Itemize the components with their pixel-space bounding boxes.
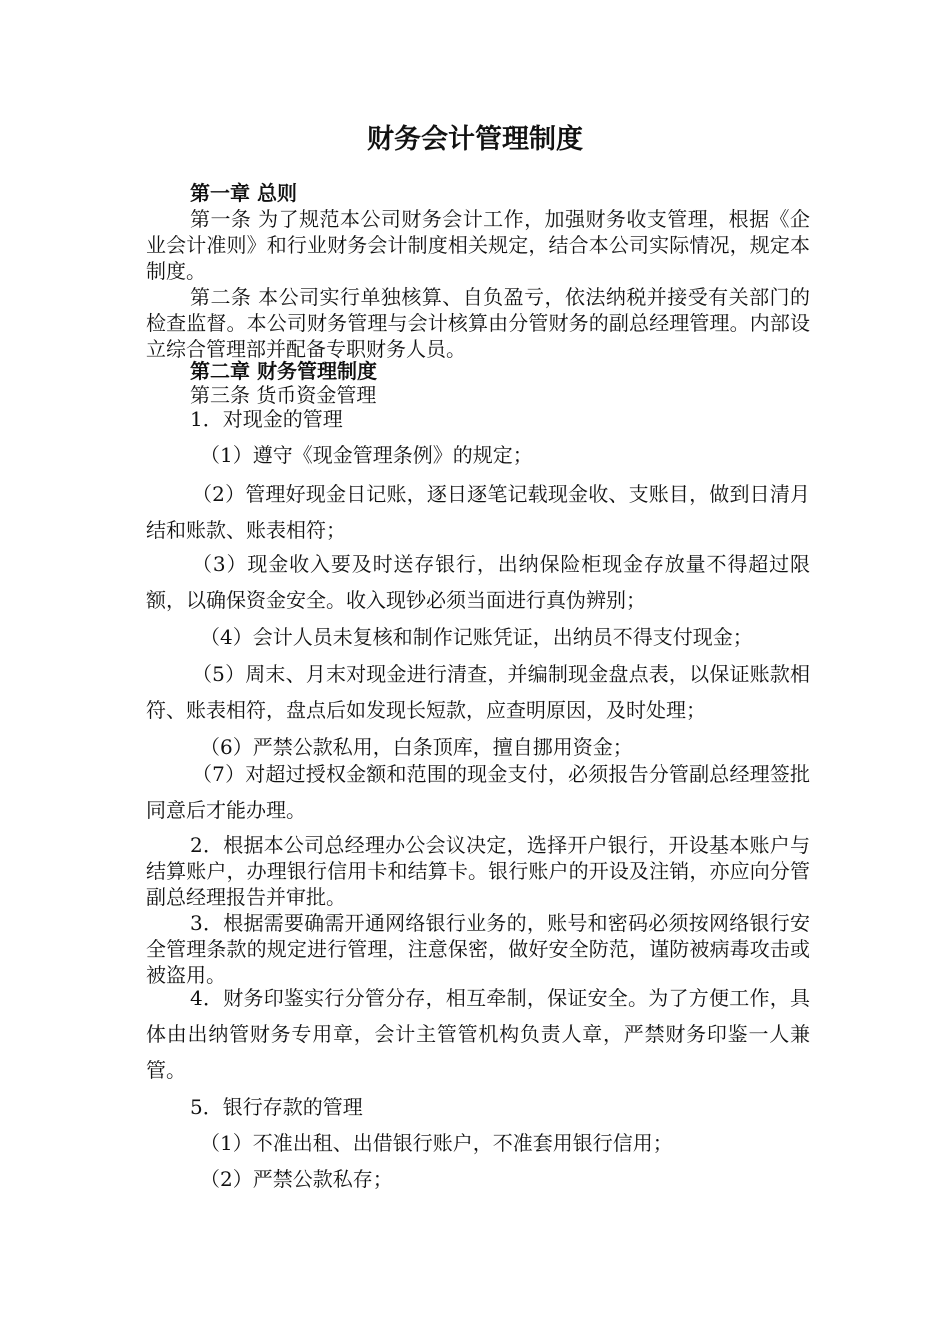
cash-rule-6: （6）严禁公款私用，白条顶库，擅自挪用资金； bbox=[200, 735, 633, 759]
cash-rule-3: （3）现金收入要及时送存银行，出纳保险柜现金存放量不得超过限额，以确保资金安全。收入现钞必须当面进行真伪辨别； bbox=[146, 552, 810, 612]
cash-rule-5: （5）周末、月末对现金进行清查，并编制现金盘点表，以保证账款相符、账表相符，盘点后如发现长短款，应查明原因，及时处理； bbox=[146, 662, 810, 722]
bank-rule-2: （2）严禁公款私存； bbox=[200, 1167, 393, 1191]
article-3: 第三条 货币资金管理 bbox=[190, 383, 377, 407]
item-2-bank-accounts: 2．根据本公司总经理办公会议决定，选择开户银行，开设基本账户与结算账户，办理银行信用卡和结算卡。银行账户的开设及注销，亦应向分管副总经理报告并审批。 bbox=[146, 833, 810, 909]
document-title: 财务会计管理制度 bbox=[367, 124, 583, 155]
item-4-seals: 4．财务印鉴实行分管分存，相互牵制，保证安全。为了方便工作，具体由出纳管财务专用章，会计主管管机构负责人章，严禁财务印鉴一人兼管。 bbox=[146, 986, 810, 1082]
article-1: 第一条 为了规范本公司财务会计工作，加强财务收支管理，根据《企业会计准则》和行业财务会计制度相关规定，结合本公司实际情况，规定本制度。 bbox=[146, 207, 810, 283]
item-5-bank-deposits: 5．银行存款的管理 bbox=[190, 1095, 363, 1119]
item-3-online-banking: 3．根据需要确需开通网络银行业务的，账号和密码必须按网络银行安全管理条款的规定进行管理，注意保密，做好安全防范，谨防被病毒攻击或被盗用。 bbox=[146, 911, 810, 987]
cash-rule-2: （2）管理好现金日记账，逐日逐笔记载现金收、支账目，做到日清月结和账款、账表相符； bbox=[146, 482, 810, 542]
bank-rule-1: （1）不准出租、出借银行账户，不准套用银行信用； bbox=[200, 1131, 673, 1155]
cash-rule-4: （4）会计人员未复核和制作记账凭证，出纳员不得支付现金； bbox=[200, 625, 753, 649]
cash-rule-7: （7）对超过授权金额和范围的现金支付，必须报告分管副总经理签批同意后才能办理。 bbox=[146, 762, 810, 822]
article-2: 第二条 本公司实行单独核算、自负盈亏，依法纳税并接受有关部门的检查监督。本公司财务管理与会计核算由分管财务的副总经理管理。内部设立综合管理部并配备专职财务人员。 bbox=[146, 285, 810, 361]
chapter-2-heading: 第二章 财务管理制度 bbox=[190, 359, 377, 383]
chapter-1-heading: 第一章 总则 bbox=[190, 181, 297, 205]
item-1-cash: 1．对现金的管理 bbox=[190, 407, 343, 431]
cash-rule-1: （1）遵守《现金管理条例》的规定； bbox=[200, 443, 533, 467]
